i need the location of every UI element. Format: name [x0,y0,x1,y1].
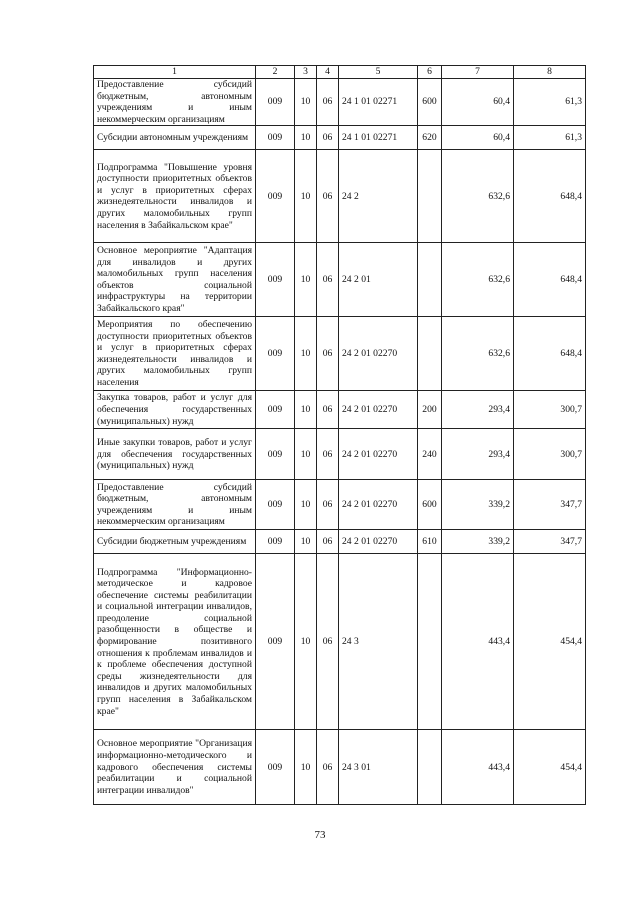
subsection-cell: 06 [317,126,339,150]
ministry-code-cell: 009 [256,79,295,126]
amount-year2-cell: 454,4 [514,554,586,730]
row-name-cell: Подпрограмма "Информационно-методическое и кадровое обеспечение системы реабилитации и социальной интеграции инвалидов, преодоление социальной разобщенности в обществе и формирование позитивного отношения к проблемам инвалидов и к проблеме обеспечения доступной среды жизнедеятельности для инвалидов и других маломобильных групп населения в Забайкальском крае" [94,554,256,730]
budget-table [93,65,586,805]
subsection-cell: 06 [317,554,339,730]
amount-year1-cell: 443,4 [442,730,514,805]
ministry-code-cell: 009 [256,480,295,530]
subsection-cell: 06 [317,429,339,480]
amount-year1-cell: 443,4 [442,554,514,730]
expense-type-cell: 610 [418,530,442,554]
row-name-cell: Субсидии бюджетным учреждениям [94,530,256,554]
ministry-code-cell: 009 [256,243,295,317]
table-row [94,150,586,243]
amount-year1-cell: 632,6 [442,150,514,243]
ministry-code-cell: 009 [256,150,295,243]
amount-year1-cell: 293,4 [442,429,514,480]
column-header: 3 [295,66,317,79]
table-row [94,730,586,805]
subsection-cell: 06 [317,317,339,391]
ministry-code-cell: 009 [256,554,295,730]
target-article-cell: 24 2 01 02270 [339,480,418,530]
row-name-cell: Мероприятия по обеспечению доступности приоритетных объектов и услуг в приоритетных сферах жизнедеятельности инвалидов и других маломобильных групп населения [94,317,256,391]
section-cell: 10 [295,730,317,805]
amount-year1-cell: 293,4 [442,391,514,429]
table-row [94,530,586,554]
row-name-cell: Субсидии автономным учреждениям [94,126,256,150]
subsection-cell: 06 [317,79,339,126]
table-row [94,480,586,530]
expense-type-cell: 600 [418,480,442,530]
expense-type-cell [418,150,442,243]
expense-type-cell: 620 [418,126,442,150]
target-article-cell: 24 2 [339,150,418,243]
section-cell: 10 [295,554,317,730]
amount-year2-cell: 347,7 [514,480,586,530]
section-cell: 10 [295,317,317,391]
column-header: 4 [317,66,339,79]
column-header: 8 [514,66,586,79]
ministry-code-cell: 009 [256,530,295,554]
row-name-cell: Иные закупки товаров, работ и услуг для обеспечения государственных (муниципальных) нужд [94,429,256,480]
table-header-row [94,66,586,79]
subsection-cell: 06 [317,480,339,530]
expense-type-cell [418,243,442,317]
table-row [94,429,586,480]
target-article-cell: 24 1 01 02271 [339,126,418,150]
amount-year2-cell: 648,4 [514,150,586,243]
target-article-cell: 24 2 01 02270 [339,317,418,391]
amount-year1-cell: 339,2 [442,530,514,554]
amount-year2-cell: 61,3 [514,79,586,126]
row-name-cell: Основное мероприятие "Организация информационно-методического и кадрового обеспечения системы реабилитации и социальной интеграции инвалидов" [94,730,256,805]
column-header: 6 [418,66,442,79]
table-row [94,391,586,429]
target-article-cell: 24 3 01 [339,730,418,805]
amount-year1-cell: 632,6 [442,243,514,317]
section-cell: 10 [295,126,317,150]
section-cell: 10 [295,243,317,317]
expense-type-cell [418,317,442,391]
amount-year2-cell: 648,4 [514,317,586,391]
target-article-cell: 24 2 01 [339,243,418,317]
target-article-cell: 24 2 01 02270 [339,530,418,554]
column-header: 7 [442,66,514,79]
section-cell: 10 [295,530,317,554]
section-cell: 10 [295,79,317,126]
expense-type-cell: 200 [418,391,442,429]
table-row [94,554,586,730]
page-number: 73 [314,829,326,841]
subsection-cell: 06 [317,150,339,243]
ministry-code-cell: 009 [256,126,295,150]
expense-type-cell [418,730,442,805]
table-row [94,79,586,126]
ministry-code-cell: 009 [256,317,295,391]
section-cell: 10 [295,391,317,429]
subsection-cell: 06 [317,530,339,554]
column-header: 1 [94,66,256,79]
target-article-cell: 24 2 01 02270 [339,391,418,429]
target-article-cell: 24 2 01 02270 [339,429,418,480]
ministry-code-cell: 009 [256,730,295,805]
amount-year1-cell: 60,4 [442,126,514,150]
amount-year2-cell: 61,3 [514,126,586,150]
amount-year2-cell: 300,7 [514,429,586,480]
amount-year1-cell: 632,6 [442,317,514,391]
section-cell: 10 [295,429,317,480]
amount-year2-cell: 347,7 [514,530,586,554]
expense-type-cell: 240 [418,429,442,480]
amount-year1-cell: 339,2 [442,480,514,530]
ministry-code-cell: 009 [256,429,295,480]
expense-type-cell [418,554,442,730]
amount-year2-cell: 300,7 [514,391,586,429]
table-row [94,317,586,391]
subsection-cell: 06 [317,391,339,429]
amount-year1-cell: 60,4 [442,79,514,126]
ministry-code-cell: 009 [256,391,295,429]
subsection-cell: 06 [317,243,339,317]
row-name-cell: Основное мероприятие "Адаптация для инвалидов и других маломобильных групп населения объектов социальной инфраструктуры на территории Забайкальского края" [94,243,256,317]
section-cell: 10 [295,150,317,243]
target-article-cell: 24 3 [339,554,418,730]
section-cell: 10 [295,480,317,530]
target-article-cell: 24 1 01 02271 [339,79,418,126]
column-header: 5 [339,66,418,79]
amount-year2-cell: 454,4 [514,730,586,805]
subsection-cell: 06 [317,730,339,805]
row-name-cell: Закупка товаров, работ и услуг для обеспечения государственных (муниципальных) нужд [94,391,256,429]
amount-year2-cell: 648,4 [514,243,586,317]
column-header: 2 [256,66,295,79]
table-row [94,126,586,150]
row-name-cell: Предоставление субсидий бюджетным, автономным учреждениям и иным некоммерческим организациям [94,79,256,126]
row-name-cell: Предоставление субсидий бюджетным, автономным учреждениям и иным некоммерческим организациям [94,480,256,530]
expense-type-cell: 600 [418,79,442,126]
table-row [94,243,586,317]
row-name-cell: Подпрограмма "Повышение уровня доступности приоритетных объектов и услуг в приоритетных сферах жизнедеятельности инвалидов и других маломобильных групп населения в Забайкальском крае" [94,150,256,243]
